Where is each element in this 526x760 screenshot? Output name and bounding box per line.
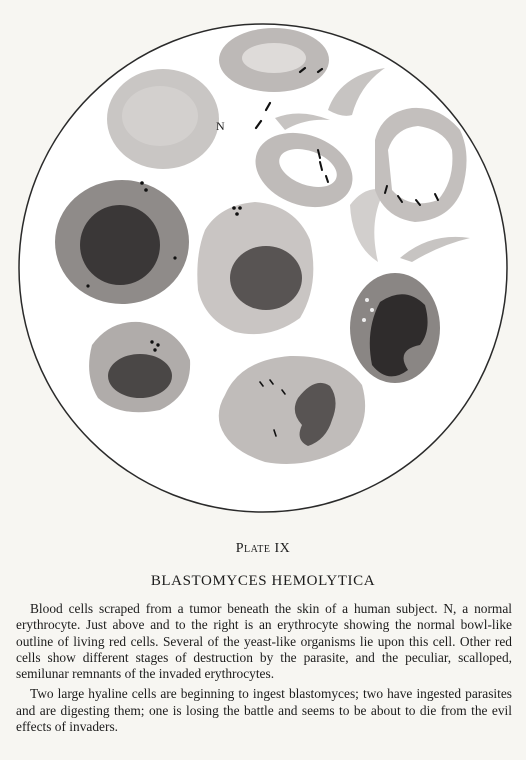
- hyaline-nucleus-center: [230, 246, 302, 310]
- plate-caption: [16, 601, 512, 739]
- plate-number: Plate IX: [235, 541, 291, 556]
- caption-paragraph-2: Two large hyaline cells are beginning to ingest blastomyces; two have ingested parasites and are digesting them; one is losing the battle and seems to be about to die from the evil effects of invaders.: [16, 686, 512, 735]
- caption-paragraph-1: Blood cells scraped from a tumor beneath the skin of a human subject. N, a normal erythrocyte. Just above and to the right is an erythrocyte showing the normal bowl-like outline of living red cells. Several of the yeast-like organisms lie upon this cell. Other red cells show different stages of destruction by the parasite, and the peculiar, scalloped, semilunar remnants of the invaded erythrocytes.: [16, 601, 512, 682]
- hyaline-nucleus-left: [80, 205, 160, 285]
- plate-title: BLASTOMYCES HEMOLYTICA: [150, 573, 376, 589]
- normal-cell-label: N: [216, 119, 225, 133]
- hyaline-nucleus-lower-left: [108, 354, 172, 398]
